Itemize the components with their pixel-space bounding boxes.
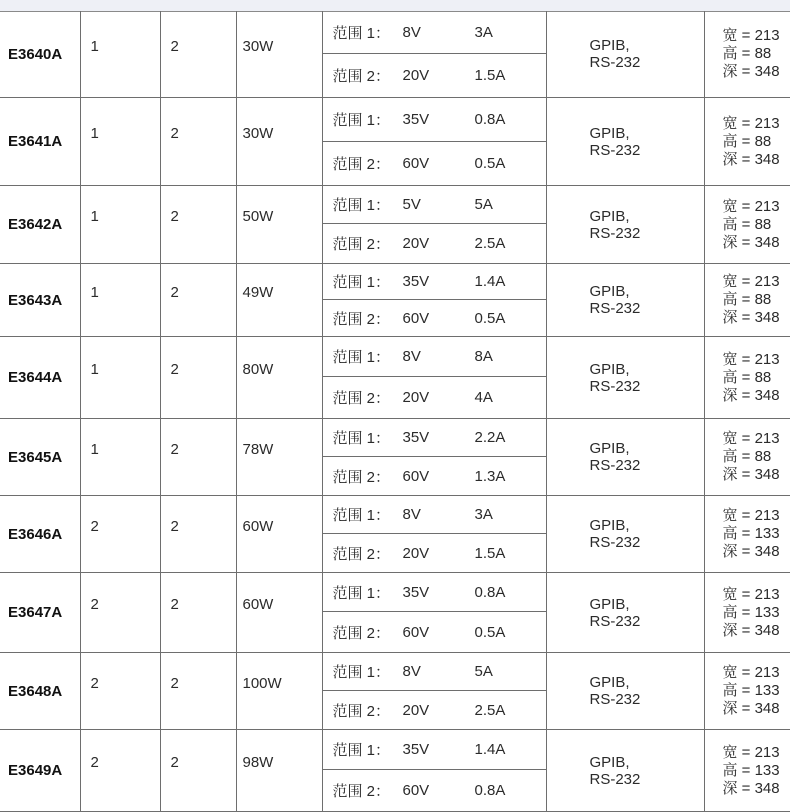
- range-2-voltage: 60V: [403, 155, 475, 172]
- interface-cell: [546, 653, 704, 730]
- interface-gpib: GPIB,: [590, 596, 704, 613]
- range-2-current: 0.8A: [475, 782, 545, 799]
- table-row: [0, 730, 790, 812]
- range-1-voltage: 8V: [403, 348, 475, 365]
- power-cell: [236, 337, 322, 419]
- dimensions-cell: [704, 11, 790, 98]
- range-1-voltage: 8V: [403, 663, 475, 680]
- table-row: [0, 98, 790, 186]
- range-2-label: 范围 2：: [333, 543, 403, 564]
- dimension-depth: 深 = 348: [723, 543, 790, 561]
- output-power: 60W: [243, 596, 274, 613]
- range-2-line: [323, 690, 546, 729]
- dimension-height: 高 = 88: [723, 369, 790, 387]
- dimension-depth: 深 = 348: [723, 151, 790, 169]
- power-cell: [236, 496, 322, 573]
- range-count: 2: [171, 441, 179, 458]
- dimension-depth: 深 = 348: [723, 234, 790, 252]
- outputs-cell: [80, 186, 160, 264]
- interface-rs232: RS-232: [590, 771, 704, 788]
- range-count: 2: [171, 754, 179, 771]
- dimension-height: 高 = 88: [723, 216, 790, 234]
- range-2-current: 0.5A: [475, 155, 545, 172]
- ranges-cell: [160, 653, 236, 730]
- outputs-cell: [80, 11, 160, 98]
- range-2-voltage: 20V: [403, 67, 475, 84]
- output-count: 2: [91, 596, 99, 613]
- range-1-line: [323, 337, 546, 376]
- output-count: 1: [91, 441, 99, 458]
- interface-rs232: RS-232: [590, 225, 704, 242]
- range-1-label: 范围 1：: [333, 271, 403, 292]
- dimensions-cell: [704, 653, 790, 730]
- model-cell: [0, 11, 80, 98]
- range-2-current: 2.5A: [475, 235, 545, 252]
- outputs-cell: [80, 730, 160, 812]
- output-power: 98W: [243, 754, 274, 771]
- dimension-depth: 深 = 348: [723, 309, 790, 327]
- range-2-line: [323, 456, 546, 495]
- table-row: [0, 264, 790, 337]
- dimension-width: 宽 = 213: [723, 586, 790, 604]
- interface-gpib: GPIB,: [590, 37, 704, 54]
- output-power: 49W: [243, 284, 274, 301]
- interface-cell: [546, 11, 704, 98]
- model-number: E3647A: [8, 604, 62, 621]
- output-count: 2: [91, 675, 99, 692]
- ranges-detail-cell: [322, 11, 546, 98]
- dimensions-cell: [704, 573, 790, 653]
- range-2-voltage: 20V: [403, 545, 475, 562]
- ranges-cell: [160, 11, 236, 98]
- range-2-line: [323, 376, 546, 418]
- range-1-voltage: 8V: [403, 24, 475, 41]
- interface-gpib: GPIB,: [590, 440, 704, 457]
- range-2-label: 范围 2：: [333, 622, 403, 643]
- dimension-depth: 深 = 348: [723, 780, 790, 798]
- range-1-voltage: 35V: [403, 111, 475, 128]
- interface-cell: [546, 337, 704, 419]
- output-power: 78W: [243, 441, 274, 458]
- dimension-height: 高 = 88: [723, 133, 790, 151]
- dimension-height: 高 = 133: [723, 682, 790, 700]
- interface-gpib: GPIB,: [590, 125, 704, 142]
- range-1-label: 范围 1：: [333, 22, 403, 43]
- model-cell: [0, 573, 80, 653]
- dimension-height: 高 = 88: [723, 291, 790, 309]
- range-2-line: [323, 769, 546, 811]
- table-row: [0, 653, 790, 730]
- outputs-cell: [80, 573, 160, 653]
- interface-rs232: RS-232: [590, 142, 704, 159]
- ranges-detail-cell: [322, 264, 546, 337]
- output-count: 1: [91, 125, 99, 142]
- dimension-width: 宽 = 213: [723, 507, 790, 525]
- dimensions-cell: [704, 98, 790, 186]
- table-row: [0, 186, 790, 264]
- range-1-line: [323, 98, 546, 141]
- power-cell: [236, 186, 322, 264]
- range-1-current: 1.4A: [475, 273, 545, 290]
- range-1-current: 0.8A: [475, 584, 545, 601]
- ranges-cell: [160, 264, 236, 337]
- ranges-detail-cell: [322, 419, 546, 496]
- power-cell: [236, 730, 322, 812]
- range-count: 2: [171, 125, 179, 142]
- range-2-current: 1.5A: [475, 67, 545, 84]
- dimension-width: 宽 = 213: [723, 273, 790, 291]
- interface-rs232: RS-232: [590, 534, 704, 551]
- range-1-label: 范围 1：: [333, 504, 403, 525]
- model-number: E3646A: [8, 526, 62, 543]
- interface-gpib: GPIB,: [590, 361, 704, 378]
- range-1-label: 范围 1：: [333, 109, 403, 130]
- model-cell: [0, 98, 80, 186]
- dimensions-cell: [704, 186, 790, 264]
- ranges-cell: [160, 730, 236, 812]
- dimension-depth: 深 = 348: [723, 622, 790, 640]
- interface-cell: [546, 730, 704, 812]
- range-1-label: 范围 1：: [333, 194, 403, 215]
- model-number: E3640A: [8, 46, 62, 63]
- dimension-width: 宽 = 213: [723, 430, 790, 448]
- model-cell: [0, 730, 80, 812]
- range-1-voltage: 35V: [403, 741, 475, 758]
- range-1-current: 5A: [475, 663, 545, 680]
- dimension-depth: 深 = 348: [723, 63, 790, 81]
- range-1-current: 8A: [475, 348, 545, 365]
- range-2-current: 0.5A: [475, 310, 545, 327]
- ranges-cell: [160, 419, 236, 496]
- range-2-current: 1.3A: [475, 468, 545, 485]
- range-2-line: [323, 611, 546, 652]
- output-power: 30W: [243, 38, 274, 55]
- output-count: 1: [91, 284, 99, 301]
- range-2-current: 1.5A: [475, 545, 545, 562]
- interface-cell: [546, 573, 704, 653]
- range-2-voltage: 60V: [403, 310, 475, 327]
- range-2-voltage: 20V: [403, 702, 475, 719]
- model-number: E3648A: [8, 683, 62, 700]
- outputs-cell: [80, 419, 160, 496]
- dimension-width: 宽 = 213: [723, 664, 790, 682]
- range-1-current: 5A: [475, 196, 545, 213]
- interface-cell: [546, 186, 704, 264]
- model-cell: [0, 653, 80, 730]
- interface-rs232: RS-232: [590, 613, 704, 630]
- range-1-voltage: 35V: [403, 584, 475, 601]
- output-count: 2: [91, 518, 99, 535]
- table-row: [0, 11, 790, 98]
- range-2-line: [323, 533, 546, 572]
- range-1-current: 2.2A: [475, 429, 545, 446]
- range-1-label: 范围 1：: [333, 427, 403, 448]
- model-cell: [0, 419, 80, 496]
- output-count: 1: [91, 38, 99, 55]
- ranges-detail-cell: [322, 337, 546, 419]
- power-cell: [236, 573, 322, 653]
- range-1-label: 范围 1：: [333, 346, 403, 367]
- range-count: 2: [171, 284, 179, 301]
- dimension-depth: 深 = 348: [723, 387, 790, 405]
- range-2-line: [323, 53, 546, 97]
- outputs-cell: [80, 337, 160, 419]
- ranges-detail-cell: [322, 573, 546, 653]
- range-1-label: 范围 1：: [333, 739, 403, 760]
- dimension-height: 高 = 133: [723, 604, 790, 622]
- model-number: E3641A: [8, 133, 62, 150]
- range-count: 2: [171, 208, 179, 225]
- range-1-current: 0.8A: [475, 111, 545, 128]
- interface-rs232: RS-232: [590, 457, 704, 474]
- range-1-line: [323, 419, 546, 456]
- model-number: E3649A: [8, 762, 62, 779]
- range-2-line: [323, 223, 546, 263]
- range-2-voltage: 60V: [403, 782, 475, 799]
- output-power: 60W: [243, 518, 274, 535]
- range-count: 2: [171, 518, 179, 535]
- range-2-current: 0.5A: [475, 624, 545, 641]
- range-1-line: [323, 573, 546, 611]
- dimension-height: 高 = 88: [723, 448, 790, 466]
- range-2-label: 范围 2：: [333, 387, 403, 408]
- range-1-label: 范围 1：: [333, 661, 403, 682]
- output-count: 2: [91, 754, 99, 771]
- interface-gpib: GPIB,: [590, 283, 704, 300]
- table-row: [0, 419, 790, 496]
- ranges-cell: [160, 186, 236, 264]
- range-2-voltage: 60V: [403, 468, 475, 485]
- outputs-cell: [80, 496, 160, 573]
- dimensions-cell: [704, 419, 790, 496]
- dimension-depth: 深 = 348: [723, 700, 790, 718]
- range-1-current: 1.4A: [475, 741, 545, 758]
- ranges-detail-cell: [322, 98, 546, 186]
- range-2-label: 范围 2：: [333, 466, 403, 487]
- interface-rs232: RS-232: [590, 300, 704, 317]
- interface-gpib: GPIB,: [590, 208, 704, 225]
- range-2-label: 范围 2：: [333, 308, 403, 329]
- output-count: 1: [91, 361, 99, 378]
- interface-cell: [546, 419, 704, 496]
- range-count: 2: [171, 361, 179, 378]
- range-1-label: 范围 1：: [333, 582, 403, 603]
- range-1-voltage: 35V: [403, 273, 475, 290]
- range-2-label: 范围 2：: [333, 153, 403, 174]
- power-cell: [236, 98, 322, 186]
- ranges-cell: [160, 98, 236, 186]
- dimension-height: 高 = 88: [723, 45, 790, 63]
- range-2-voltage: 20V: [403, 389, 475, 406]
- model-number: E3642A: [8, 216, 62, 233]
- table-row: [0, 573, 790, 653]
- range-1-line: [323, 11, 546, 53]
- dimension-height: 高 = 133: [723, 762, 790, 780]
- model-cell: [0, 496, 80, 573]
- power-supply-spec-table: [0, 11, 790, 812]
- range-1-line: [323, 653, 546, 690]
- interface-cell: [546, 98, 704, 186]
- table-row: [0, 337, 790, 419]
- interface-gpib: GPIB,: [590, 517, 704, 534]
- model-number: E3644A: [8, 369, 62, 386]
- output-count: 1: [91, 208, 99, 225]
- ranges-detail-cell: [322, 186, 546, 264]
- model-cell: [0, 186, 80, 264]
- model-number: E3643A: [8, 292, 62, 309]
- output-power: 30W: [243, 125, 274, 142]
- dimension-width: 宽 = 213: [723, 27, 790, 45]
- interface-gpib: GPIB,: [590, 674, 704, 691]
- range-2-label: 范围 2：: [333, 780, 403, 801]
- range-2-line: [323, 299, 546, 336]
- output-power: 80W: [243, 361, 274, 378]
- range-count: 2: [171, 38, 179, 55]
- interface-rs232: RS-232: [590, 54, 704, 71]
- range-1-line: [323, 496, 546, 533]
- range-1-line: [323, 264, 546, 299]
- range-1-current: 3A: [475, 506, 545, 523]
- power-cell: [236, 264, 322, 337]
- range-2-voltage: 20V: [403, 235, 475, 252]
- range-1-voltage: 8V: [403, 506, 475, 523]
- model-number: E3645A: [8, 449, 62, 466]
- dimensions-cell: [704, 337, 790, 419]
- range-2-label: 范围 2：: [333, 700, 403, 721]
- dimensions-cell: [704, 496, 790, 573]
- power-cell: [236, 11, 322, 98]
- outputs-cell: [80, 653, 160, 730]
- ranges-detail-cell: [322, 730, 546, 812]
- range-2-line: [323, 141, 546, 185]
- interface-cell: [546, 264, 704, 337]
- ranges-detail-cell: [322, 653, 546, 730]
- range-count: 2: [171, 675, 179, 692]
- table-row: [0, 496, 790, 573]
- range-1-current: 3A: [475, 24, 545, 41]
- range-1-line: [323, 186, 546, 223]
- output-power: 50W: [243, 208, 274, 225]
- range-2-label: 范围 2：: [333, 233, 403, 254]
- ranges-cell: [160, 573, 236, 653]
- range-2-current: 2.5A: [475, 702, 545, 719]
- output-power: 100W: [243, 675, 282, 692]
- range-count: 2: [171, 596, 179, 613]
- model-cell: [0, 264, 80, 337]
- range-1-line: [323, 730, 546, 769]
- range-1-voltage: 35V: [403, 429, 475, 446]
- interface-rs232: RS-232: [590, 378, 704, 395]
- dimension-width: 宽 = 213: [723, 198, 790, 216]
- outputs-cell: [80, 98, 160, 186]
- interface-cell: [546, 496, 704, 573]
- ranges-detail-cell: [322, 496, 546, 573]
- dimension-width: 宽 = 213: [723, 351, 790, 369]
- dimension-width: 宽 = 213: [723, 115, 790, 133]
- range-2-voltage: 60V: [403, 624, 475, 641]
- power-cell: [236, 653, 322, 730]
- dimension-depth: 深 = 348: [723, 466, 790, 484]
- dimensions-cell: [704, 730, 790, 812]
- interface-gpib: GPIB,: [590, 754, 704, 771]
- range-1-voltage: 5V: [403, 196, 475, 213]
- interface-rs232: RS-232: [590, 691, 704, 708]
- outputs-cell: [80, 264, 160, 337]
- model-cell: [0, 337, 80, 419]
- power-cell: [236, 419, 322, 496]
- range-2-current: 4A: [475, 389, 545, 406]
- dimensions-cell: [704, 264, 790, 337]
- ranges-cell: [160, 496, 236, 573]
- range-2-label: 范围 2：: [333, 65, 403, 86]
- dimension-width: 宽 = 213: [723, 744, 790, 762]
- dimension-height: 高 = 133: [723, 525, 790, 543]
- ranges-cell: [160, 337, 236, 419]
